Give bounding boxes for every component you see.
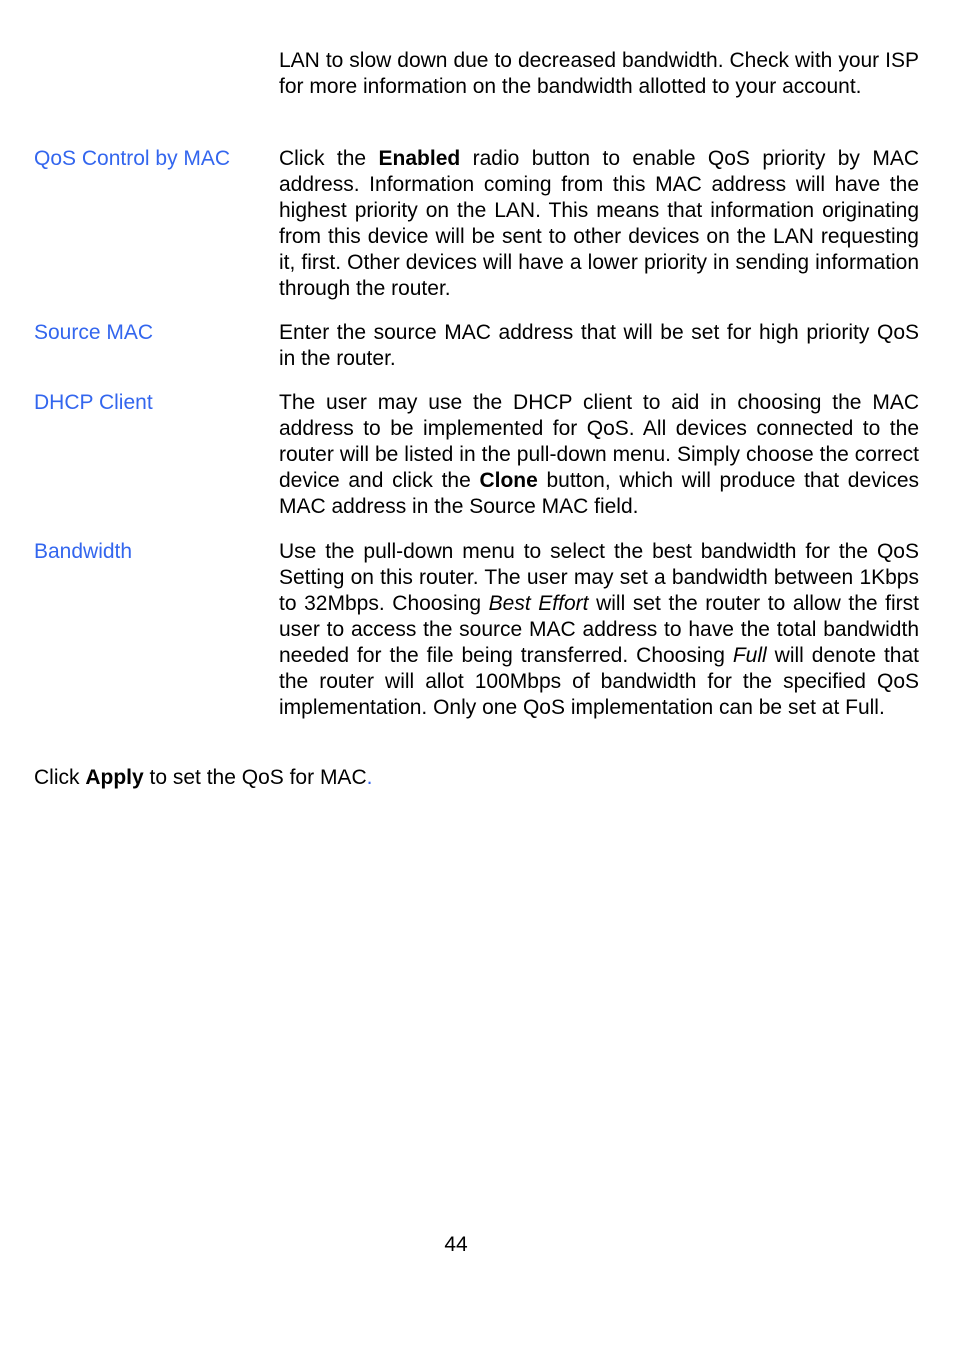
page-number: 44 [444, 1233, 468, 1256]
text-run: will denote that the router will allot 100Mbps of bandwidth for the specified QoS implementation. Only one QoS implementation can be set at Full. [279, 644, 919, 719]
desc-qos-control-by-mac [279, 146, 919, 302]
term-bandwidth: Bandwidth [34, 540, 133, 563]
term-dhcp-client: DHCP Client [34, 391, 153, 414]
term-source-mac: Source MAC [34, 321, 154, 344]
text-run: The user may use the DHCP client to aid in choosing the MAC address to be implemented for QoS. All devices connected to the router will be listed in the pull-down menu. Simply choose the correct device and click the [279, 391, 919, 492]
italic-term: Best Effort [488, 592, 589, 615]
desc-source-mac [279, 320, 919, 372]
text-run: Enter the source MAC address that will be set for high priority QoS in the router. [279, 321, 919, 370]
italic-term: Full [732, 644, 767, 667]
apply-instruction [34, 765, 372, 791]
text-run: Use the pull-down menu to select the best bandwidth for the QoS Setting on this router. The user may set a bandwidth between 1Kbps to 32Mbps. Choosing [279, 540, 919, 615]
term-qos-control-by-mac: QoS Control by MAC [34, 147, 231, 170]
intro-paragraph: LAN to slow down due to decreased bandwidth. Check with your ISP for more information on the bandwidth allotted to your account. [279, 49, 919, 98]
text-run: radio button to enable QoS priority by MAC address. Information coming from this MAC address will have the highest priority on the LAN. This means that information originating from this device will be sent to other devices on the LAN requesting it, first. Other devices will have a lower priority in sending information through the router. [279, 147, 919, 300]
apply-prefix: Click [34, 766, 86, 789]
text-run: button, which will produce that devices MAC address in the Source MAC field. [279, 469, 920, 518]
apply-keyword: Apply [85, 766, 144, 789]
bold-term: Clone [479, 469, 538, 492]
bold-term: Enabled [378, 147, 461, 170]
apply-dot: . [366, 766, 373, 789]
text-run: will set the router to allow the first user to access the source MAC address to have the total bandwidth needed for the file being transferred. Choosing [279, 592, 920, 667]
desc-dhcp-client [279, 390, 919, 520]
apply-suffix: to set the QoS for MAC [143, 766, 367, 789]
text-run: Click the [279, 147, 379, 170]
desc-bandwidth [279, 539, 919, 721]
